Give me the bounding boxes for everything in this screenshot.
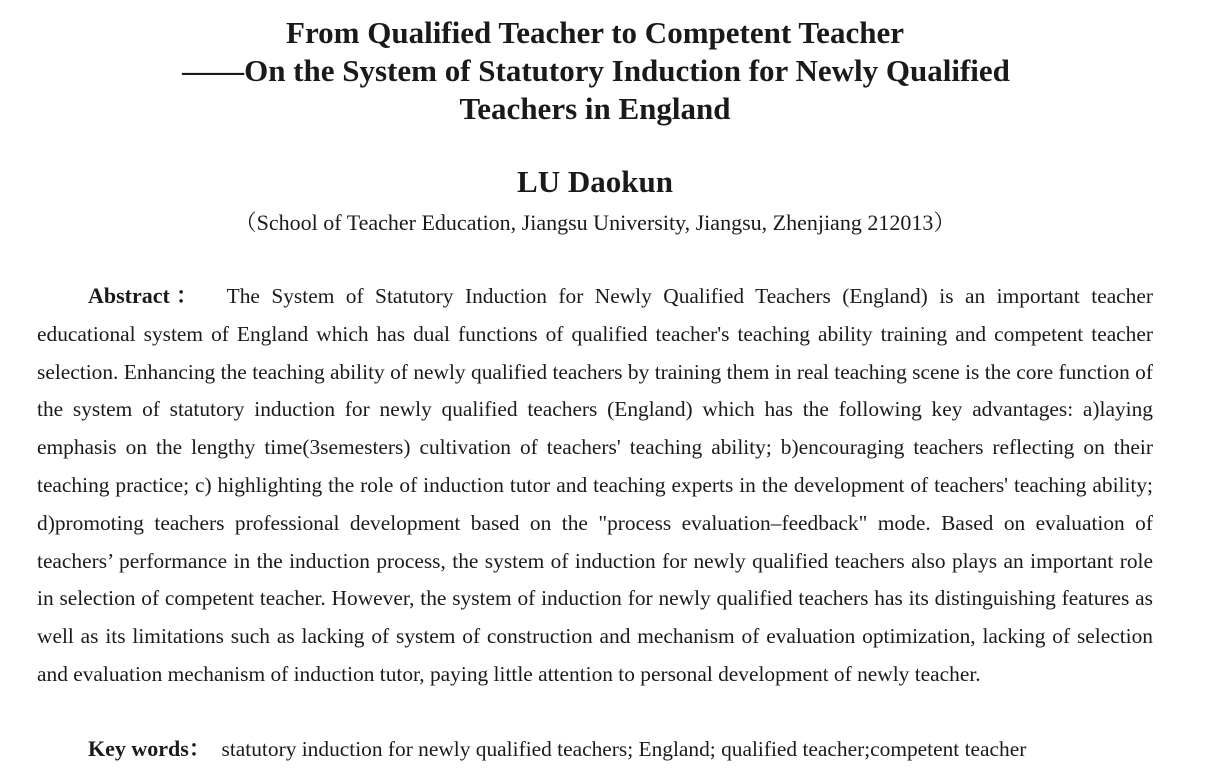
keywords-label: Key words： (88, 736, 211, 761)
title-line-1: From Qualified Teacher to Competent Teacher (286, 15, 904, 50)
abstract-paragraph (37, 277, 1153, 694)
title-line-3: Teachers in England (459, 91, 731, 126)
author-affiliation: （School of Teacher Education, Jiangsu University, Jiangsu, Zhenjiang 212013） (234, 210, 956, 235)
abstract-text: The System of Statutory Induction for Newly Qualified Teachers (England) is an important teacher educational system of England which has dual functions of qualified teacher's teaching ability training and competent teacher selection. Enhancing the teaching ability of newly qualified teachers by training them in real teaching scene is the core function of the system of statutory induction for newly qualified teachers (England) which has the following key advantages: a)laying emphasis on the lengthy time(3semesters) cultivation of teachers' teaching ability; b)encouraging teachers reflecting on their teaching practice; c) highlighting the role of induction tutor and teaching experts in the development of teachers' teaching ability; d)promoting teachers professional development based on the "process evaluation–feedback" mode. Based on evaluation of teachers’ performance in the induction process, the system of induction for newly qualified teachers also plays an important role in selection of competent teacher. However, the system of induction for newly qualified teachers has its distinguishing features as well as its limitations such as lacking of system of construction and mechanism of evaluation optimization, lacking of selection and evaluation mechanism of induction tutor, paying little attention to personal development of newly teacher. (37, 284, 1153, 686)
abstract-label: Abstract： (88, 283, 205, 308)
paper-title (0, 14, 1190, 128)
title-line-2: ——On the System of Statutory Induction for Newly Qualified (182, 53, 1010, 88)
author-name: LU Daokun (517, 164, 673, 199)
keywords-text: statutory induction for newly qualified teachers; England; qualified teacher;competent teacher (221, 737, 1027, 761)
abstract-section (37, 277, 1153, 694)
keywords-section (88, 730, 1168, 769)
